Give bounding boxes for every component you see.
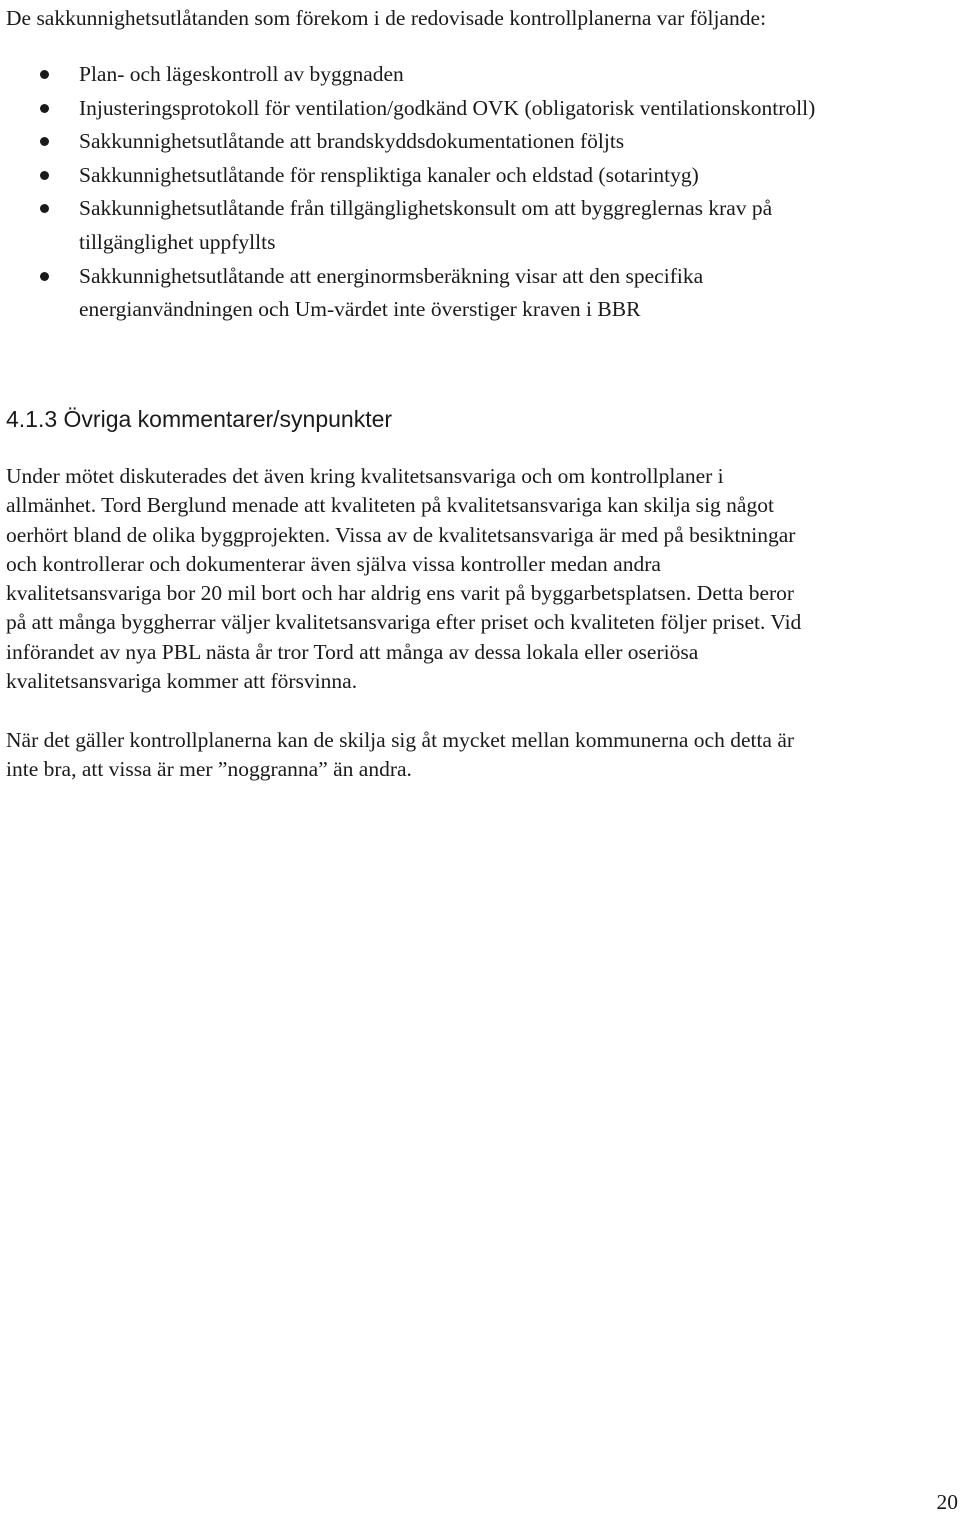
bullet-icon [40, 137, 49, 146]
requirements-list [0, 58, 960, 327]
list-item [0, 192, 960, 259]
paragraph-line: på att många byggherrar väljer kvalitetsansvariga efter priset och kvaliteten följer priset. Vid [6, 610, 802, 635]
list-item-text: Plan- och lägeskontroll av byggnaden [79, 62, 404, 86]
list-item-text: Sakkunnighetsutlåtande att brandskyddsdokumentationen följts [79, 129, 625, 154]
bullet-icon [40, 104, 49, 113]
paragraph-line: införandet av nya PBL nästa år tror Tord att många av dessa lokala eller oseriösa [6, 639, 699, 664]
list-item-text: Sakkunnighetsutlåtande att energinormsberäkning visar att den specifika [79, 263, 704, 288]
paragraph-line: oerhört bland de olika byggprojekten. Vissa av de kvalitetsansvariga är med på besiktningar [6, 522, 796, 547]
list-item [0, 159, 960, 193]
list-item [0, 125, 960, 159]
list-item-text: Injusteringsprotokoll för ventilation/godkänd OVK (obligatorisk ventilationskontroll) [79, 95, 816, 120]
list-item-text-continued: tillgänglighet uppfyllts [79, 229, 276, 254]
section-heading: 4.1.3 Övriga kommentarer/synpunkter [6, 406, 393, 432]
paragraph-line: och kontrollerar och dokumenterar även själva vissa kontroller medan andra [6, 551, 661, 576]
list-item-text: Sakkunnighetsutlåtande för renspliktiga kanaler och eldstad (sotarintyg) [79, 162, 699, 187]
bullet-icon [40, 272, 49, 281]
intro-text: De sakkunnighetsutlåtanden som förekom i de redovisade kontrollplanerna var följande: [6, 6, 767, 30]
paragraph-line: allmänhet. Tord Berglund menade att kvaliteten på kvalitetsansvariga kan skilja sig något [6, 493, 774, 518]
paragraph-line: kvalitetsansvariga kommer att försvinna. [6, 669, 358, 694]
list-item [0, 58, 960, 92]
paragraph-line: inte bra, att vissa är mer ”noggranna” än andra. [6, 757, 412, 782]
bullet-icon [40, 171, 49, 180]
paragraph-comments [6, 462, 956, 696]
list-item-text: Sakkunnighetsutlåtande från tillgänglighetskonsult om att byggreglernas krav på [79, 196, 773, 221]
page-number: 20 [936, 1490, 958, 1514]
bullet-icon [40, 70, 49, 79]
paragraph-line: När det gäller kontrollplanerna kan de skilja sig åt mycket mellan kommunerna och detta är [6, 728, 795, 752]
bullet-icon [40, 204, 49, 213]
list-item-text-continued: energianvändningen och Um-värdet inte överstiger kraven i BBR [79, 297, 641, 322]
list-item [0, 92, 960, 126]
paragraph-line: Under mötet diskuterades det även kring kvalitetsansvariga och om kontrollplaner i [6, 464, 724, 488]
paragraph-control-plans [6, 726, 956, 785]
list-item [0, 260, 960, 327]
paragraph-line: kvalitetsansvariga bor 20 mil bort och har aldrig ens varit på byggarbetsplatsen. Detta beror [6, 581, 795, 606]
